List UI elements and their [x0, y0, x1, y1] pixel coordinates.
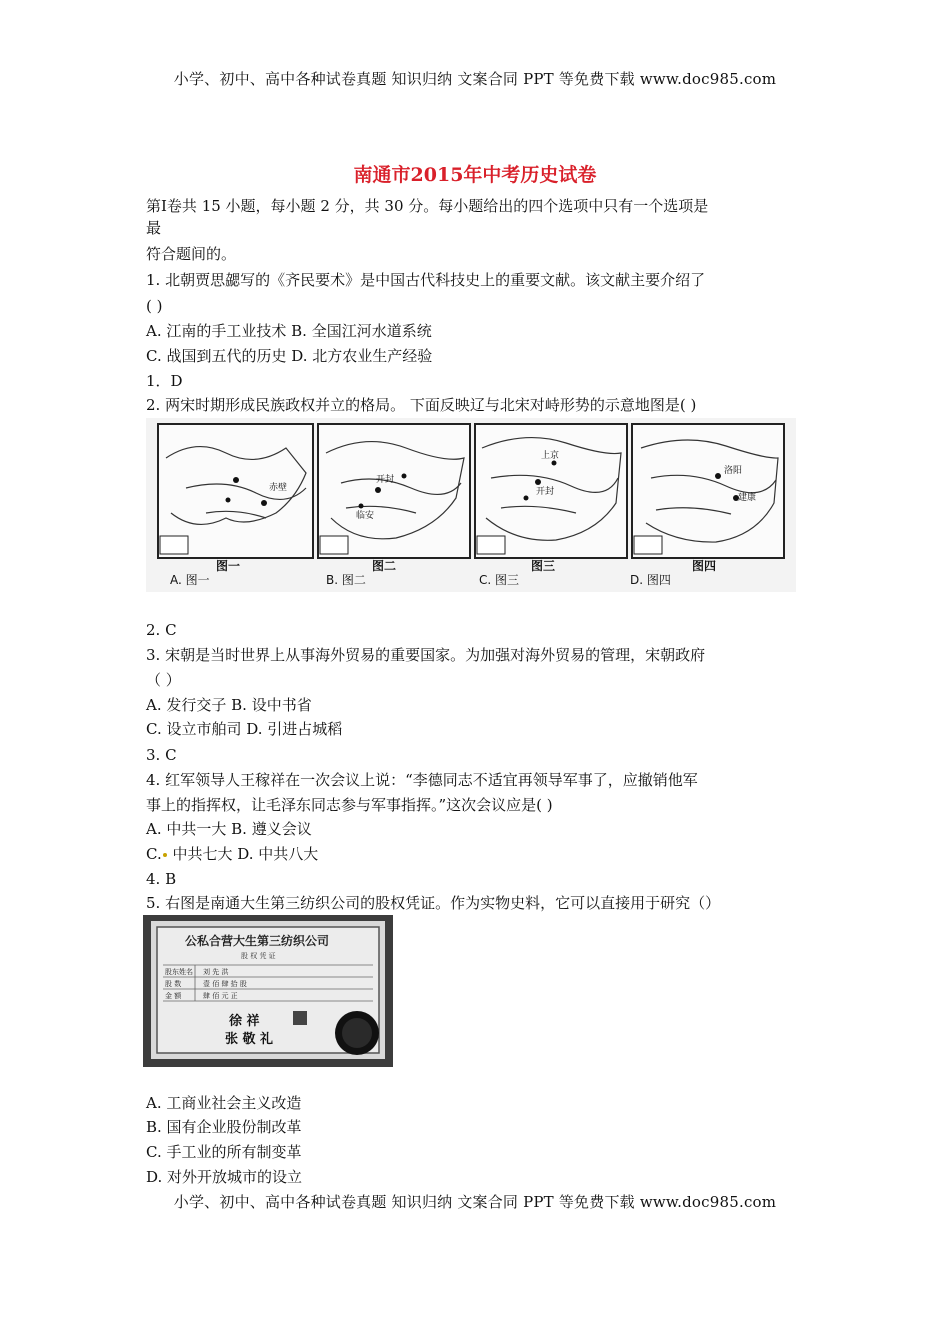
cert-seal-small — [293, 1011, 307, 1025]
intro-line-2: 最 — [146, 219, 162, 237]
q4-option-c-label: C. — [146, 845, 162, 863]
map-caption-4: 图四 — [692, 559, 717, 573]
map-option-d: D. 图四 — [630, 573, 671, 587]
q3-stem-bracket: （ ） — [146, 671, 181, 689]
cert-field-label: 股东姓名 — [165, 968, 193, 976]
map-place-label: 建康 — [738, 493, 757, 503]
map-caption-2: 图二 — [372, 559, 397, 573]
q1-stem: 1. 北朝贾思勰写的《齐民要术》是中国古代科技史上的重要文献。该文献主要介绍了 — [146, 271, 706, 289]
map-option-b: B. 图二 — [326, 573, 366, 587]
cert-signature: 张 敬 礼 — [225, 1032, 274, 1047]
q4-answer: 4. B — [146, 870, 177, 888]
q1-answer: 1．D — [146, 372, 183, 390]
map-place-label: 开封 — [376, 475, 395, 485]
page-footer: 小学、初中、高中各种试卷真题 知识归纳 文案合同 PPT 等免费下载 www.doc985.com — [173, 1193, 777, 1211]
q3-options-ab: A. 发行交子 B. 设中书省 — [146, 696, 312, 714]
intro-line-3: 符合题间的。 — [146, 245, 237, 263]
q2-answer: 2. C — [146, 621, 177, 639]
cert-field-value: 刘 先 洪 — [203, 968, 229, 976]
q3-stem: 3. 宋朝是当时世界上从事海外贸易的重要国家。为加强对海外贸易的管理，宋朝政府 — [146, 646, 706, 664]
page-header: 小学、初中、高中各种试卷真题 知识归纳 文案合同 PPT 等免费下载 www.doc985.com — [173, 70, 777, 88]
map-place-label: 临安 — [356, 511, 375, 521]
q5-share-certificate — [143, 915, 393, 1067]
intro-line-1: 第Ⅰ卷共 15 小题，每小题 2 分，共 30 分。每小题给出的四个选项中只有一个选项是 — [146, 197, 709, 215]
q4-options-cd-rest: 中共七大 D. 中共八大 — [167, 845, 319, 863]
cert-field-value: 肆 佰 元 正 — [203, 992, 238, 1000]
q4-stem-2: 事上的指挥权，让毛泽东同志参与军事指挥。”这次会议应是( ) — [146, 796, 553, 814]
q5-option-d: D. 对外开放城市的设立 — [146, 1168, 303, 1186]
q1-options-cd: C. 战国到五代的历史 D. 北方农业生产经验 — [146, 347, 433, 365]
page-title: 南通市2015年中考历史试卷 — [353, 164, 597, 186]
q5-option-a: A. 工商业社会主义改造 — [146, 1094, 302, 1112]
map-option-c: C. 图三 — [479, 573, 520, 587]
cert-field-label: 金 额 — [165, 992, 182, 1000]
cert-field-value: 壹 佰 肆 拾 股 — [203, 980, 247, 988]
q2-maps-figure — [146, 418, 796, 592]
cert-signature: 徐 祥 — [229, 1014, 260, 1029]
q1-stem-bracket: ( ) — [146, 297, 163, 315]
q3-answer: 3. C — [146, 746, 177, 764]
map-place-label: 上京 — [541, 451, 560, 461]
map-option-a: A. 图一 — [170, 573, 210, 587]
mark-dot — [163, 853, 167, 857]
q4-stem-1: 4. 红军领导人王稼祥在一次会议上说：“李德同志不适宜再领导军事了，应撤销他军 — [146, 771, 698, 789]
q2-stem: 2. 两宋时期形成民族政权并立的格局。 下面反映辽与北宋对峙形势的示意地图是( ) — [146, 396, 697, 414]
q3-options-cd: C. 设立市舶司 D. 引进占城稻 — [146, 720, 343, 738]
q5-option-c: C. 手工业的所有制变革 — [146, 1143, 302, 1161]
q4-options-ab: A. 中共一大 B. 遵义会议 — [146, 820, 312, 838]
q5-option-b: B. 国有企业股份制改革 — [146, 1118, 302, 1136]
q1-options-ab: A. 江南的手工业技术 B. 全国江河水道系统 — [146, 322, 432, 340]
cert-field-label: 股 数 — [165, 980, 182, 988]
q5-stem: 5. 右图是南通大生第三纺织公司的股权凭证。作为实物史料，它可以直接用于研究（） — [146, 894, 721, 912]
map-caption-1: 图一 — [216, 559, 241, 573]
map-caption-3: 图三 — [531, 559, 556, 573]
map-place-label: 洛阳 — [724, 466, 743, 476]
cert-title: 公私合营大生第三纺织公司 — [185, 934, 330, 948]
q4-options-cd — [146, 844, 318, 864]
cert-subtitle: 股 权 凭 证 — [241, 952, 276, 960]
map-place-label: 开封 — [536, 487, 555, 497]
map-place-label: 赤壁 — [269, 483, 288, 493]
